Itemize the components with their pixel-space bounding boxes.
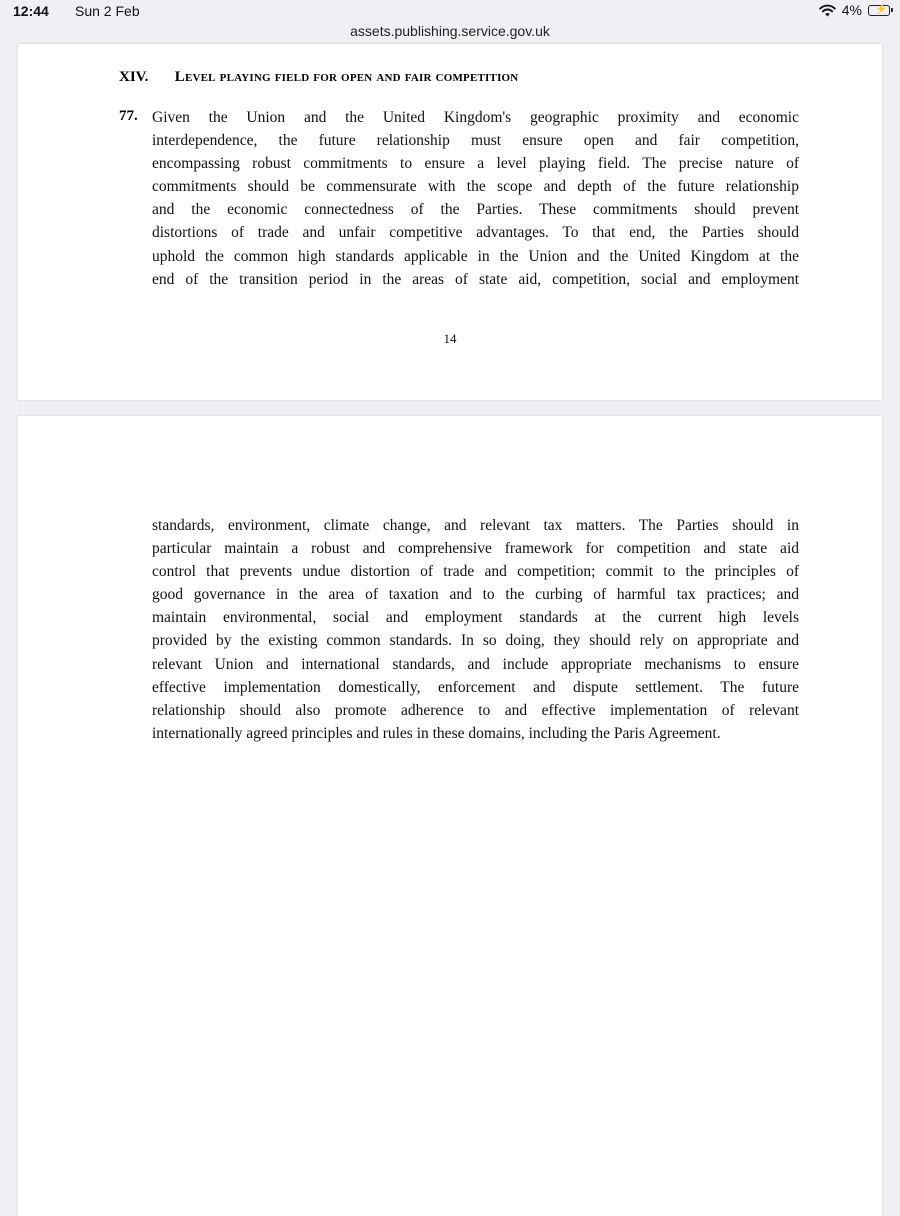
document-page-15 [18,416,882,1216]
status-indicators [819,2,890,18]
text-line: standards, environment, climate change, and relevant tax matters. The Parties should in [152,517,799,534]
text-line: uphold the common high standards applicable in the Union and the United Kingdom at the [152,247,799,265]
text-line: maintain environmental, social and employment standards at the current high levels [152,609,799,627]
paragraph-77-part-2 [152,514,799,745]
status-date: Sun 2 Feb [75,3,140,19]
charging-bolt-icon: ⚡ [875,3,888,15]
section-heading [119,69,518,86]
text-line: Given the Union and the United Kingdom's geographic proximity and economic [152,109,799,126]
text-line: end of the transition period in the areas of state aid, competition, social and employment [152,270,799,288]
text-line: control that prevents undue distortion of trade and competition; commit to the principles of [152,563,799,581]
section-title: Level playing field for open and fair competition [174,69,519,85]
status-time: 12:44 [13,3,49,19]
text-line: commitments should be commensurate with the scope and depth of the future relationship [152,178,799,196]
text-line: particular maintain a robust and comprehensive framework for competition and state aid [152,540,799,558]
text-line: distortions of trade and unfair competitive advantages. To that end, the Parties should [152,224,799,242]
document-page-14 [18,44,882,400]
text-line: interdependence, the future relationship must ensure open and fair competition, [152,132,799,150]
text-line: effective implementation domestically, enforcement and dispute settlement. The future [152,678,799,696]
paragraph-number: 77. [119,108,138,124]
text-line: relationship should also promote adherence to and effective implementation of relevant [152,701,799,719]
address-bar[interactable] [0,20,900,42]
page-number: 14 [443,331,457,346]
section-number: XIV. [119,69,149,85]
wifi-icon [819,4,836,17]
battery-charging-icon [868,5,890,16]
battery-percent: 4% [841,2,862,18]
text-line: relevant Union and international standards, and include appropriate mechanisms to ensure [152,655,799,673]
text-line: provided by the existing common standards. In so doing, they should rely on appropriate and [152,632,799,650]
url-text[interactable]: assets.publishing.service.gov.uk [350,23,550,39]
text-line: encompassing robust commitments to ensure a level playing field. The precise nature of [152,155,799,173]
text-line: and the economic connectedness of the Parties. These commitments should prevent [152,201,799,219]
status-bar [0,0,900,20]
paragraph-77-part-1 [152,106,799,291]
text-line-last: internationally agreed principles and rules in these domains, including the Paris Agreement. [152,724,721,742]
text-line: good governance in the area of taxation and to the curbing of harmful tax practices; and [152,586,799,604]
